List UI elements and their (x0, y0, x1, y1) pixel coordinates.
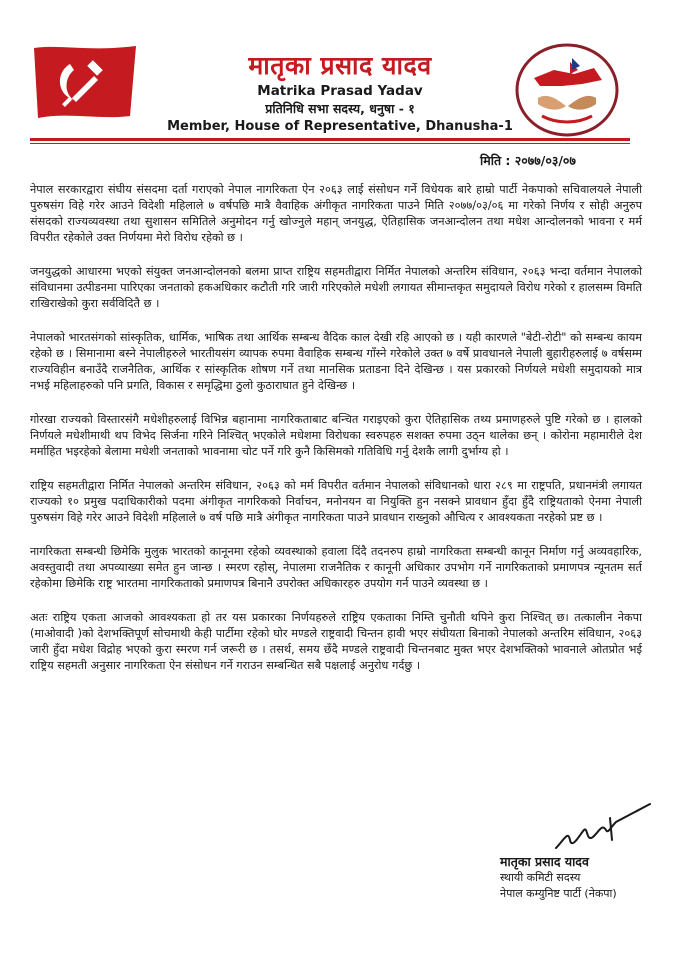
name-english: Matrika Prasad Yadav (257, 83, 423, 99)
role-nepali: प्रतिनिधि सभा सदस्य, धनुषा - १ (265, 101, 415, 116)
signatory-title: स्थायी कमिटी सदस्य (500, 871, 581, 884)
party-emblem-icon (512, 40, 622, 140)
handwritten-signature (550, 800, 660, 860)
header-divider-thin (30, 143, 630, 144)
paragraph-2: जनयुद्धको आधारमा भएको संयुक्त जनआन्दोलनको बलमा प्राप्त राष्ट्रिय सहमतीद्वारा निर्मित नेपालको अन्तरिम संविधान, २०६३ भन्दा वर्तमान नेपालको संविधानमा उत्पीडनमा पारिएका जनताको हकअधिकार कटौती गरि जारी गरिएकोले मधेशी लगायत सीमान्तकृत समुदायले विरोध गरेको र हालसम्म विमति राखिराखेको कुरा सर्वविदितै छ । (30, 265, 642, 310)
letter-date: मिति : २०७७/०३/०७ (480, 153, 576, 168)
paragraph-4: गोरखा राज्यको विस्तारसंगै मधेशीहरुलाई विभिन्न बहानामा नागरिकताबाट बन्चित गराइएको कुरा ऐतिहासिक तथ्य प्रमाणहरुले पुष्टि गरेको छ । हालको निर्णयले मधेशीमाथी थप विभेद सिर्जना गरिने निश्चित् भएकोले मधेशमा विरोधका स्वरुपहरु सशक्त रुपमा उठ्न थालेका छन् । कोरोना महामारीले देश मर्माहित भइरहेको बेलामा मधेशी जनताको भावनामा चोट पर्ने गरि कुनै किसिमको गतिविधि गर्नु देशकै लागी दुर्भाग्य हो । (30, 413, 642, 458)
header-divider (30, 138, 630, 141)
letterhead (150, 52, 530, 136)
signatory-name: मातृका प्रसाद यादव (500, 854, 589, 869)
role-english: Member, House of Representative, Dhanusha-1 (167, 119, 513, 134)
name-nepali: मातृका प्रसाद यादव (248, 51, 432, 80)
hammer-sickle-flag-icon (30, 42, 140, 122)
paragraph-3: नेपालको भारतसंगको सांस्कृतिक, धार्मिक, भाषिक तथा आर्थिक सम्बन्ध वैदिक काल देखी रहि आएको छ । यही कारणले "बेटी-रोटी" को सम्बन्ध कायम रहेको छ । सिमानामा बस्ने नेपालीहरुले भारतीयसंग व्यापक रुपमा वैवाहिक सम्बन्ध गाँस्ने गरेकोले उक्त ७ वर्षे प्रावधानले नेपाली बुहारीहरुलाई ७ वर्षसम्म राज्यविहीन बनाउँदै राजनैतिक, आर्थिक र सांस्कृतिक शोषण गर्ने तथा मानसिक प्रताडना दिने देखिन्छ । यस प्रकारको निर्णयले मधेशी समुदायको मात्र नभई महिलाहरुको पनि प्रगति, विकास र समृद्धिमा ठुलो कुठाराघात हुने देखिन्छ । (30, 331, 642, 392)
paragraph-1: नेपाल सरकारद्वारा संघीय संसदमा दर्ता गराएको नेपाल नागरिकता ऐन २०६३ लाई संसोधन गर्ने विधेयक बारे हाम्रो पार्टी नेकपाको सचिवालयले नेपाली पुरुषसंग विहे गरेर आउने विदेशी महिलाले ७ वर्षपछि मात्रै वैवाहिक अंगीकृत नागरिकता पाउने मिति २०७७/०३/०६ मा गरेको निर्णय र सोही अनुरुप संसदको राज्यव्यवस्था तथा सुशासन समितिले अनुमोदन गर्नु खोज्नुले महान् जनयुद्ध, ऐतिहासिक जनआन्दोलन तथा मधेश आन्दोलनको भावना र मर्म विपरीत रहेकोले उक्त निर्णयमा मेरो विरोध रहेको छ । (30, 183, 642, 244)
paragraph-6: नागरिकता सम्बन्धी छिमेकि मुलुक भारतको कानूनमा रहेको व्यवस्थाको हवाला दिंदै तदनरुप हाम्रो नागरिकता सम्बन्धी कानून निर्माण गर्नु अव्यवहारिक, अवस्तुवादी तथा अपव्याख्या समेत हुन जान्छ । स्मरण रहोस्, नेपालमा राजनैतिक र कानूनी अधिकार उपभोग गर्ने नागरिकताको प्रमाणपत्र न्यूनतम सर्त रहेकोमा छिमेकि राष्ट्र भारतमा नागरिकताको प्रमाणपत्र बिनानै उपरोक्त अधिकारहरु उपयोग गर्न पाउने व्यवस्था छ । (30, 545, 642, 590)
letter-body (30, 182, 642, 692)
paragraph-7: अतः राष्ट्रिय एकता आजको आवश्यकता हो तर यस प्रकारका निर्णयहरुले राष्ट्रिय एकताका निम्ति चुनौती थपिने कुरा निश्चित् छ। तत्कालीन नेकपा (माओवादी )को देशभक्तिपूर्ण सोचमाथी केही पार्टीमा रहेको घोर मण्डले राष्ट्रवादी चिन्तन हावी भएर संघीयता बिनाको नेपालको अन्तरिम संविधान, २०६३ जारी हुँदा मधेश विद्रोह भएको कुरा स्मरण गर्न जरूरी छ । तसर्थ, समय छँदै मण्डले राष्ट्रवादी चिन्तनबाट मुक्त भएर देशभक्तिको भावनाले ओतप्रोत भई राष्ट्रिय सहमती अनुसार नागरिकता ऐन संसोधन गर्ने गराउन सम्बन्धित सबै पक्षलाई अनुरोध गर्दछु । (30, 611, 642, 672)
signatory-party: नेपाल कम्युनिष्ट पार्टी (नेकपा) (500, 887, 617, 900)
signature-block (500, 853, 660, 902)
paragraph-5: राष्ट्रिय सहमतीद्वारा निर्मित नेपालको अन्तरिम संविधान, २०६३ को मर्म विपरीत वर्तमान नेपालको संविधानको धारा २८९ मा राष्ट्रपति, प्रधानमंत्री लगायत राज्यको १० प्रमुख पदाधिकारीको पदमा अंगीकृत नागरिकको निर्वाचन, मनोनयन वा नियुक्ति हुन नसक्ने प्रावधान हुँदा हुँदै राष्ट्रियताको ऐनमा नेपाली पुरुषसंग विहे गरेर आउने विदेशी महिलाले ७ वर्ष पछि मात्रै अंगीकृत नागरिकता पाउने प्रावधान राख्नुको औचित्य र आवश्यकता नरहेको प्रष्ट छ । (30, 479, 642, 524)
